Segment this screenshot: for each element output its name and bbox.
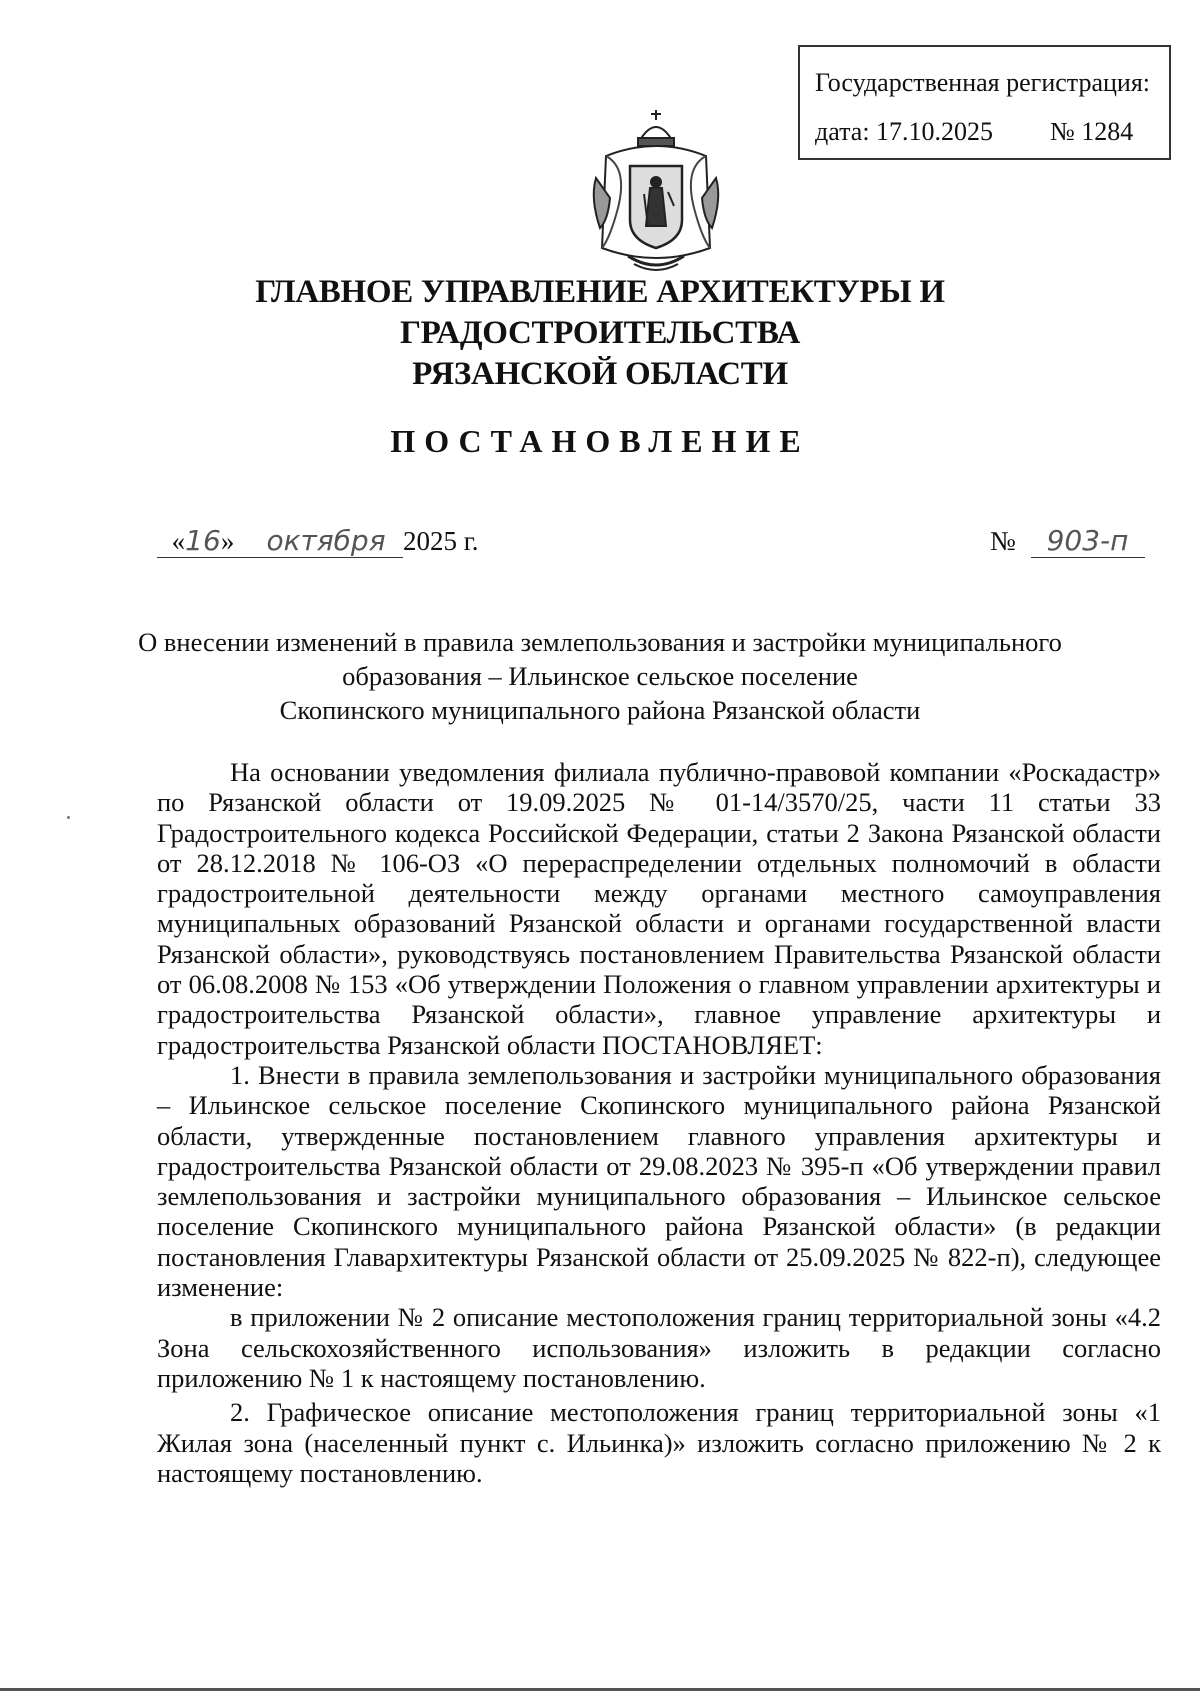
- document-body: [157, 757, 1161, 1488]
- date-month-field: [249, 524, 403, 558]
- paragraph-item-2: 2. Графическое описание местоположения границ территориальной зоны «1 Жилая зона (населенный пункт с. Ильинка)» изложить согласно приложению № 2 к настоящему постановлению.: [157, 1397, 1161, 1488]
- date-year: 2025 г.: [403, 526, 479, 556]
- organization-name: [60, 272, 1140, 395]
- subject-line-1: О внесении изменений в правила землепользования и застройки муниципального: [138, 627, 1062, 657]
- document-type-title: ПОСТАНОВЛЕНИЕ: [390, 423, 810, 459]
- scan-speck: [67, 816, 70, 819]
- coat-of-arms-icon: [588, 108, 724, 276]
- document-date: [157, 524, 479, 558]
- date-day-field: [157, 524, 249, 558]
- date-month: октября: [266, 524, 386, 557]
- registration-title: Государственная регистрация:: [815, 68, 1151, 97]
- paragraph-item-1: 1. Внести в правила землепользования и застройки муниципального образования – Ильинское сельское поселение Скопинского муниципального района Рязанской области, утвержденные постановлением главного управления архитектуры и градостроительства Рязанской области от 29.08.2023 № 395-п «Об утверждении правил землепользования и застройки муниципального образования – Ильинское сельское поселение Скопинского муниципального района Рязанской области» (в редакции постановления Главархитектуры Рязанской области от 25.09.2025 № 822-п), следующее изменение:: [157, 1059, 1161, 1303]
- organization-line-2: РЯЗАНСКОЙ ОБЛАСТИ: [412, 356, 788, 392]
- registration-stamp: [798, 45, 1171, 160]
- scan-bottom-edge: [0, 1688, 1200, 1691]
- registration-date: дата: 17.10.2025: [815, 117, 994, 146]
- organization-line-1: ГЛАВНОЕ УПРАВЛЕНИЕ АРХИТЕКТУРЫ И ГРАДОСТРОИТЕЛЬСТВА: [255, 274, 945, 351]
- open-quote: «: [171, 526, 186, 556]
- paragraph-preamble: На основании уведомления филиала публично-правовой компании «Роскадастр» по Рязанской области от 19.09.2025 № 01-14/3570/25, части 11 статьи 33 Градостроительного кодекса Российской Федерации, статьи 2 Закона Рязанской области от 28.12.2018 № 106-ОЗ «О перераспределении отдельных полномочий в области градостроительной деятельности между органами местного самоуправления муниципальных образований Рязанской области и органами государственной власти Рязанской области», руководствуясь постановлением Правительства Рязанской области от 06.08.2008 № 153 «Об утверждении Положения о главном управлении архитектуры и градостроительства Рязанской области», главное управление архитектуры и градостроительства Рязанской области ПОСТАНОВЛЯЕТ:: [157, 757, 1161, 1060]
- date-day: 16: [185, 524, 221, 557]
- document-subject: [100, 625, 1100, 727]
- subject-line-2: образования – Ильинское сельское поселение: [342, 661, 858, 691]
- subject-line-3: Скопинского муниципального района Рязанской области: [279, 695, 921, 725]
- number-prefix: №: [990, 526, 1016, 556]
- paragraph-item-1-change: в приложении № 2 описание местоположения границ территориальной зоны «4.2 Зона сельскохозяйственного использования» изложить в редакции согласно приложению № 1 к настоящему постановлению.: [157, 1302, 1161, 1393]
- registration-number: № 1284: [1050, 117, 1134, 146]
- close-quote: »: [220, 526, 235, 556]
- document-number: [990, 524, 1145, 558]
- number-value: 903-п: [1046, 524, 1129, 557]
- number-field: [1031, 524, 1145, 558]
